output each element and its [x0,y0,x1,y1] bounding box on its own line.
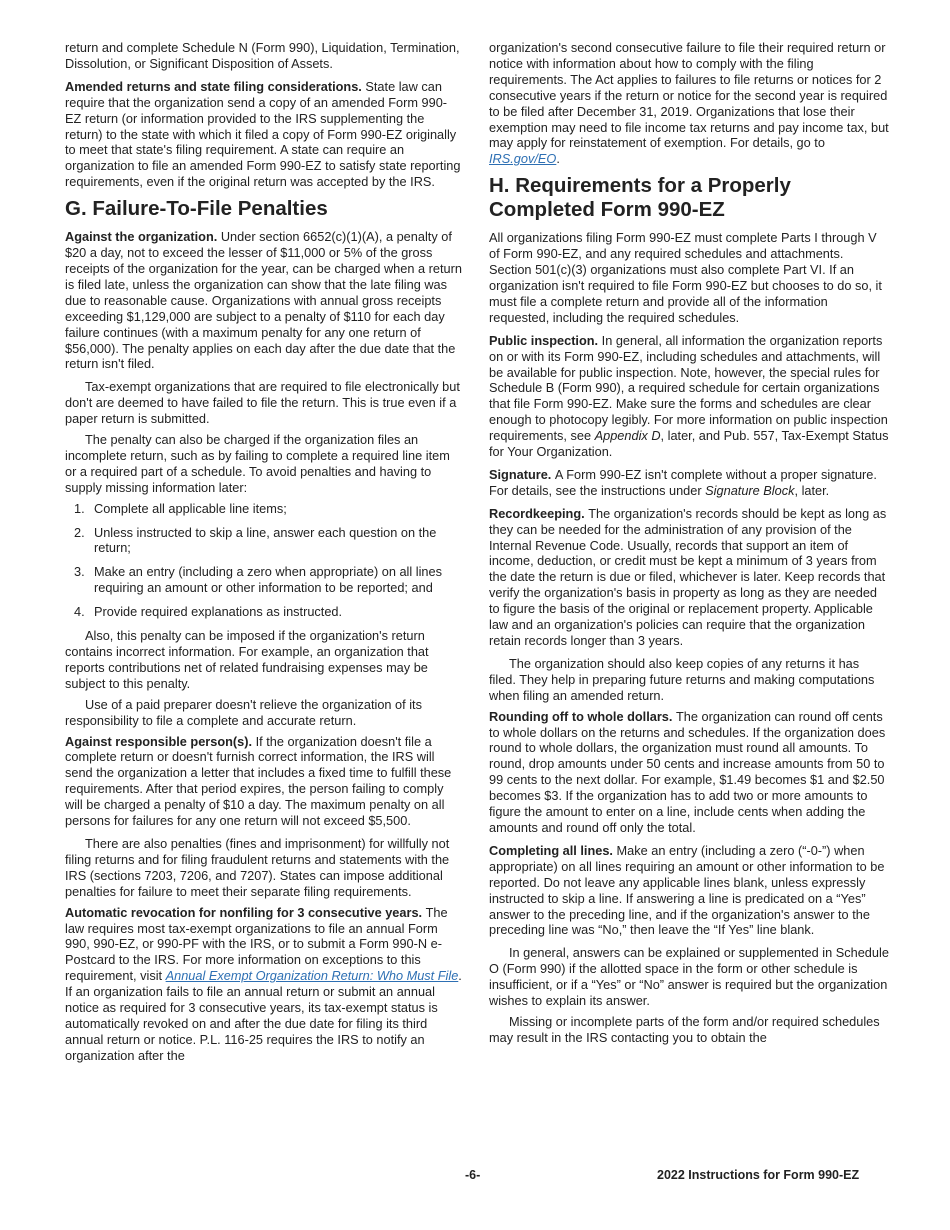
section-heading-g: G. Failure-To-File Penalties [65,197,328,221]
run-in-heading: Completing all lines. [489,842,613,858]
list-number: 3. [74,564,85,580]
list-item [65,604,463,620]
irs-eo-link[interactable]: IRS.gov/EO [489,151,557,167]
paragraph: The organization should also keep copies of any returns it has filed. They help in preparing future returns and making computations when filing an amended return. [489,655,875,703]
paragraph-text: In general, all information the organization reports on or with its Form 990-EZ, including schedules and attachments, will be available for public inspection. Note, however, the special rules for Schedule B (Form 990), a required schedule for certain organizations that file Form 990-EZ. Make sure the forms and schedules are clear enough to photocopy legibly. For more information on public inspection requirements, see [489,332,888,444]
paragraph-text: A Form 990-EZ isn't complete without a proper signature. For details, see the instructions under [489,466,877,498]
paragraph: Missing or incomplete parts of the form and/or required schedules may result in the IRS contacting you to obtain the [489,1013,880,1045]
list-item [65,564,463,596]
list-number: 2. [74,524,85,540]
punctuation: . [556,151,560,167]
list-item [65,525,463,557]
paragraph-text: The organization's records should be kept as long as they can be needed for the administration of any provision of the Internal Revenue Code. Usually, records that support an item of income, deduction, or credit must be kept a minimum of 3 years from the date the return is due or filed, whichever is later. Keep records that verify the organization's basis in property as long as they are needed to figure the basis of the original or replacement property. Applicable law and an organization's policies can require that the organization retain records longer than 3 years. [489,505,887,648]
paragraph-text: Under section 6652(c)(1)(A), a penalty of $20 a day, not to exceed the lesser of $11,000 or 5% of the gross receipts of the organization for the year, can be charged when a return is filed late, unless the organization can show that the late filing was due to reasonable cause. Organizations with annual gross receipts exceeding $1,129,000 are subject to a penalty of $110 for each day failure continues (with a maximum penalty for any one return of $56,000). The penalty applies on each day after the due date that the return isn't filed. [65,229,462,372]
paragraph [65,79,463,190]
run-in-heading: Recordkeeping. [489,505,585,521]
run-in-heading: Amended returns and state filing considerations. [65,78,362,94]
run-in-heading: Rounding off to whole dollars. [489,708,673,724]
paragraph: Also, this penalty can be imposed if the organization's return contains incorrect information. For example, an organization that reports contributions net of related fundraising expenses may be subject to this penalty. [65,628,429,691]
paragraph-text: organization's second consecutive failure to file their required return or notice with information about how to comply with the filing requirements. The Act applies to failures to file returns or notices for 2 consecutive years if the return or notice for the second year is required to be filed after December 31, 2019. Organizations that lose their exemption may need to file income tax returns and pay income tax, but may apply for reinstatement of exemption. For details, go to [489,40,889,151]
run-in-heading: Signature. [489,466,552,482]
section-heading-h: H. Requirements for a Properly Completed Form 990-EZ [489,174,791,222]
document-title: 2022 Instructions for Form 990-EZ [657,1168,860,1182]
run-in-heading: Public inspection. [489,332,599,348]
paragraph-text: Make an entry (including a zero (“-0-”) when appropriate) on all lines requiring an amount or other information to be reported. Do not leave any applicable lines blank, unless expressly instructed to skip a line. If answering a line is predicated on a “Yes” answer to the preceding line, and if the organization's answer to the preceding line was “No,” then leave the “If Yes” line blank. [489,842,885,938]
list-item-text: Make an entry (including a zero when appropriate) on all lines requiring an amount or other information to be reported; and [94,564,442,596]
paragraph: Tax-exempt organizations that are required to file electronically but don't are deemed to have failed to file the return. This is true even if a paper return is submitted. [65,379,460,427]
paragraph: In general, answers can be explained or supplemented in Schedule O (Form 990) if the allotted space in the form or other schedule is insufficient, or if a “Yes” or “No” answer is required but the organization wishes to explain its answer. [489,945,889,1009]
signature-block-reference: Signature Block [705,482,795,498]
run-in-heading: Against the organization. [65,229,218,245]
list-item-text: Provide required explanations as instructed. [94,604,343,620]
list-number: 1. [74,500,85,516]
numbered-list [65,501,463,620]
paragraph [489,40,889,167]
paragraph [489,506,889,649]
paragraph [65,905,463,1064]
page-number: -6- [465,1168,481,1182]
paragraph-text: The organization can round off cents to whole dollars on the returns and schedules. If the organization does round to whole dollars, the organization must round all amounts. To round, drop amounts under 50 cents and increase amounts from 50 to 99 cents to the next dollar. For example, $1.49 becomes $1 and $2.50 becomes $3. If the organization has to add two or more amounts to figure the amount to enter on a line, include cents when adding the amounts and round off only the total. [489,708,886,835]
paragraph: All organizations filing Form 990-EZ must complete Parts I through V of Form 990-EZ, and any required schedules and attachments. Section 501(c)(3) organizations must also complete Part VI. If an organization isn't required to file Form 990-EZ but chooses to do so, it must file a complete return and provide all of the information requested, including the required schedules. [489,230,882,325]
list-item [65,501,463,517]
paragraph-text: State law can require that the organization send a copy of an amended Form 990-EZ return (or information provided to the IRS supplementing the return) to the state with which it filed a copy of Form 990-EZ originally to meet that state's filing requirement. A state can require an organization to file an amended Form 990-EZ to satisfy state reporting requirements, even if the original return was accepted by the IRS. [65,78,461,190]
appendix-reference: Appendix D [594,428,661,444]
who-must-file-link[interactable]: Annual Exempt Organization Return: Who Must File [165,968,459,984]
paragraph: There are also penalties (fines and imprisonment) for willfully not filing returns and for filing fraudulent returns and statements with the IRS (sections 7203, 7206, and 7207). States can impose additional penalties for failure to meet their separate filing requirements. [65,835,450,899]
list-number: 4. [74,604,85,620]
paragraph [489,709,889,836]
paragraph [489,467,889,499]
paragraph-text: . If an organization fails to file an annual return or submit an annual notice as required for 3 consecutive years, its tax-exempt status is automatically revoked on and after the due date for filing its third annual return or notice. P.L. 116-25 requires the IRS to notify an organization after the [65,968,462,1063]
paragraph: The penalty can also be charged if the organization files an incomplete return, such as by failing to complete a required line item or a required part of a schedule. To avoid penalties and having to supply missing information later: [65,432,450,495]
paragraph [489,843,889,938]
right-column [489,40,889,1051]
paragraph [65,734,463,829]
paragraph-text: The law requires most tax-exempt organizations to file an annual Form 990, 990-EZ, or 990-PF with the IRS, or to submit a Form 990-N e-Postcard to the IRS. For more information on exceptions to this requirement, visit [65,904,448,984]
paragraph-text: , later, and Pub. 557, Tax-Exempt Status for Your Organization. [489,428,889,460]
run-in-heading: Automatic revocation for nonfiling for 3 consecutive years. [65,904,423,920]
run-in-heading: Against responsible person(s). [65,733,253,749]
list-item-text: Complete all applicable line items; [94,500,287,516]
paragraph-text: , later. [794,482,830,498]
paragraph [65,229,463,372]
left-column [65,40,463,1071]
paragraph-text: If the organization doesn't file a complete return or doesn't furnish correct information, the IRS will send the organization a letter that includes a fixed time to fulfill these requirements. After that period expires, the person failing to comply will be charged a penalty of $10 a day. The maximum penalty on all persons for failures for any one return will not exceed $5,500. [65,733,452,829]
paragraph: Use of a paid preparer doesn't relieve the organization of its responsibility to file a complete and accurate return. [65,696,422,728]
list-item-text: Unless instructed to skip a line, answer each question on the return; [94,524,437,556]
paragraph: return and complete Schedule N (Form 990), Liquidation, Termination, Dissolution, or Significant Disposition of Assets. [65,40,460,71]
paragraph [489,333,889,460]
